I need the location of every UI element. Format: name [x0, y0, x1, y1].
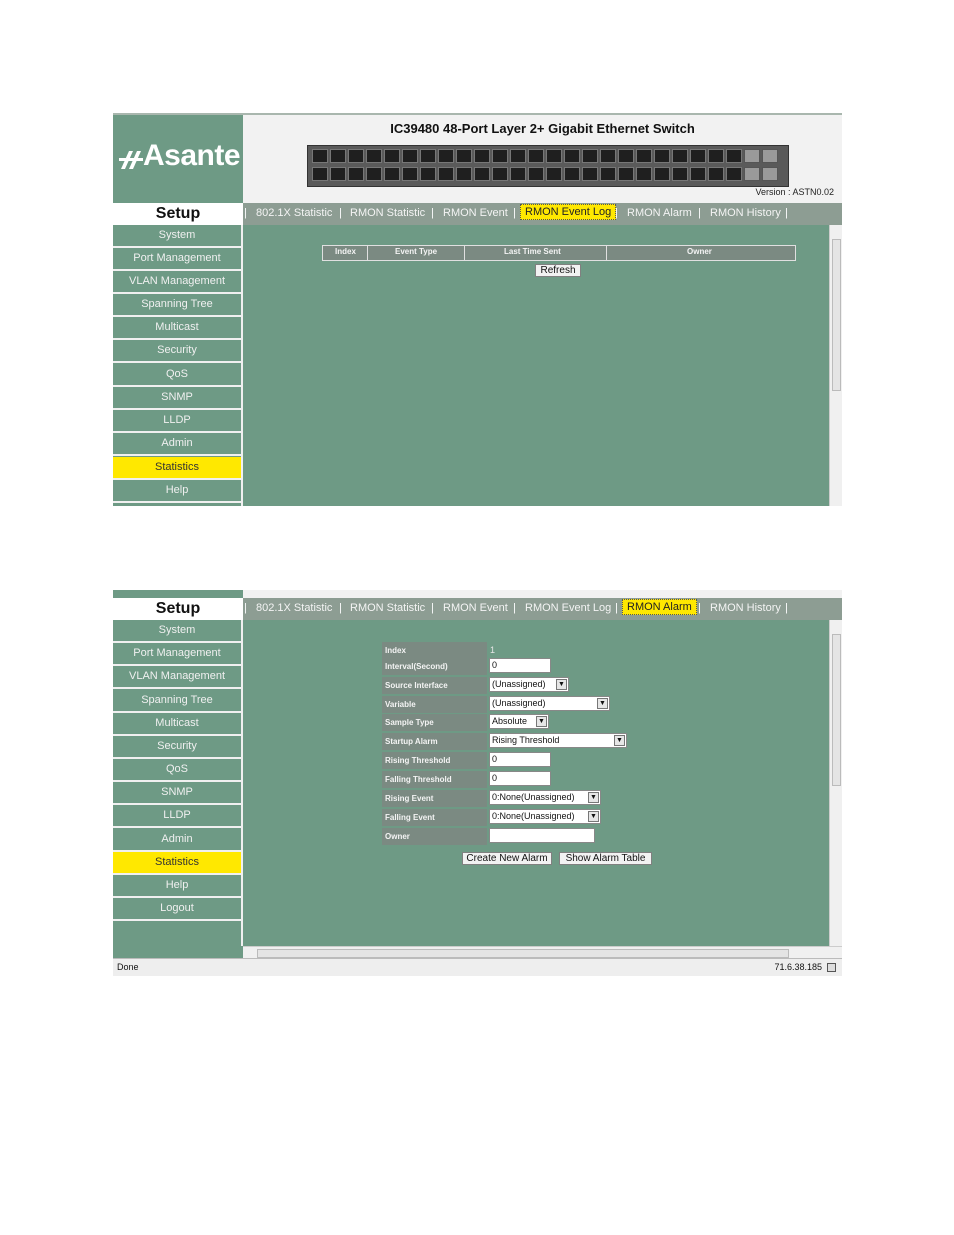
- tab-rmon-event[interactable]: RMON Event: [443, 602, 508, 614]
- sidebar-item-admin[interactable]: Admin: [113, 829, 241, 852]
- ethernet-port-icon[interactable]: [510, 149, 526, 163]
- vertical-scrollbar[interactable]: [829, 225, 842, 506]
- variable-label: Variable: [382, 696, 487, 713]
- show-alarm-table-button[interactable]: Show Alarm Table: [559, 852, 652, 865]
- startup-alarm-value: Rising Threshold: [492, 735, 560, 745]
- ethernet-port-icon[interactable]: [474, 149, 490, 163]
- status-text: Done: [117, 962, 139, 972]
- sidebar-item-vlan-management[interactable]: VLAN Management: [113, 666, 241, 689]
- owner-input[interactable]: [489, 828, 595, 843]
- sample-type-label: Sample Type: [382, 714, 487, 731]
- sfp-port-icon[interactable]: [744, 167, 760, 181]
- tab-separator: |: [244, 602, 247, 614]
- ethernet-port-icon[interactable]: [546, 149, 562, 163]
- sidebar-item-port-management[interactable]: Port Management: [113, 643, 241, 666]
- browser-status-bar: [113, 958, 842, 976]
- chevron-down-icon[interactable]: ▼: [588, 811, 599, 822]
- ethernet-port-icon[interactable]: [618, 149, 634, 163]
- rising-event-label: Rising Event: [382, 790, 487, 807]
- ethernet-port-icon[interactable]: [672, 167, 688, 181]
- sidebar-item-security[interactable]: Security: [113, 340, 241, 363]
- ethernet-port-icon[interactable]: [726, 167, 742, 181]
- sidebar-item-spanning-tree[interactable]: Spanning Tree: [113, 294, 241, 317]
- create-new-alarm-button[interactable]: Create New Alarm: [462, 852, 552, 865]
- ethernet-port-icon[interactable]: [672, 149, 688, 163]
- sidebar-item-help[interactable]: Help: [113, 480, 241, 503]
- tab-separator: |: [339, 207, 342, 219]
- ethernet-port-icon[interactable]: [708, 149, 724, 163]
- tab-8021x-statistic[interactable]: 802.1X Statistic: [256, 207, 333, 219]
- col-event-type: Event Type: [395, 247, 438, 256]
- tab-separator: |: [339, 602, 342, 614]
- tab-separator: |: [431, 207, 434, 219]
- ethernet-port-icon[interactable]: [690, 149, 706, 163]
- index-label: Index: [382, 642, 487, 659]
- firmware-version: Version : ASTN0.02: [755, 187, 834, 197]
- falling-event-value: 0:None(Unassigned): [492, 811, 575, 821]
- sidebar-item-qos[interactable]: QoS: [113, 759, 241, 782]
- event-log-table-header: [322, 245, 796, 261]
- port-row-bottom: [312, 167, 784, 183]
- tab-separator: |: [513, 207, 516, 219]
- sfp-port-icon[interactable]: [762, 149, 778, 163]
- rising-threshold-label: Rising Threshold: [382, 752, 487, 769]
- tab-separator: |: [698, 602, 701, 614]
- lock-icon: [827, 963, 836, 972]
- falling-event-label: Falling Event: [382, 809, 487, 826]
- tab-bar: [243, 598, 842, 620]
- ethernet-port-icon[interactable]: [636, 167, 652, 181]
- ethernet-port-icon[interactable]: [384, 167, 400, 181]
- tab-separator: |: [698, 207, 701, 219]
- sidebar-item-vlan-management[interactable]: VLAN Management: [113, 271, 241, 294]
- tab-rmon-alarm[interactable]: RMON Alarm: [627, 207, 692, 219]
- setup-heading: Setup: [113, 203, 243, 225]
- ethernet-port-icon[interactable]: [726, 149, 742, 163]
- sidebar-item-qos[interactable]: QoS: [113, 364, 241, 387]
- sidebar-item-spanning-tree[interactable]: Spanning Tree: [113, 690, 241, 713]
- sidebar-item-snmp[interactable]: SNMP: [113, 782, 241, 805]
- tab-separator: |: [244, 207, 247, 219]
- header-strip: [243, 590, 842, 598]
- ethernet-port-icon[interactable]: [564, 149, 580, 163]
- source-interface-value: (Unassigned): [492, 679, 546, 689]
- chevron-down-icon[interactable]: ▼: [556, 679, 567, 690]
- sidebar-item-statistics[interactable]: Statistics: [113, 852, 241, 875]
- tab-8021x-statistic[interactable]: 802.1X Statistic: [256, 602, 333, 614]
- ethernet-port-icon[interactable]: [492, 149, 508, 163]
- ethernet-port-icon[interactable]: [420, 167, 436, 181]
- asante-logo-icon: [119, 149, 143, 171]
- ethernet-port-icon[interactable]: [348, 149, 364, 163]
- ethernet-port-icon[interactable]: [312, 149, 328, 163]
- col-owner: Owner: [687, 247, 712, 256]
- falling-threshold-label: Falling Threshold: [382, 771, 487, 788]
- source-interface-label: Source Interface: [382, 677, 487, 694]
- sidebar-item-help[interactable]: Help: [113, 875, 241, 898]
- ethernet-port-icon[interactable]: [474, 167, 490, 181]
- ethernet-port-icon[interactable]: [528, 149, 544, 163]
- chevron-down-icon[interactable]: ▼: [588, 792, 599, 803]
- sidebar-item-multicast[interactable]: Multicast: [113, 713, 241, 736]
- col-last-time-sent: Last Time Sent: [504, 247, 561, 256]
- ethernet-port-icon[interactable]: [492, 167, 508, 181]
- variable-value: (Unassigned): [492, 698, 546, 708]
- ethernet-port-icon[interactable]: [402, 167, 418, 181]
- ethernet-port-icon[interactable]: [366, 167, 382, 181]
- ethernet-port-icon[interactable]: [654, 167, 670, 181]
- sidebar-item-system[interactable]: System: [113, 620, 241, 643]
- sidebar-item-lldp[interactable]: LLDP: [113, 410, 241, 433]
- tab-rmon-alarm[interactable]: RMON Alarm: [622, 599, 697, 615]
- falling-event-select[interactable]: [489, 809, 601, 824]
- ethernet-port-icon[interactable]: [582, 149, 598, 163]
- variable-select[interactable]: [489, 696, 610, 711]
- asante-logo: [113, 115, 243, 203]
- tab-rmon-history[interactable]: RMON History: [710, 207, 781, 219]
- tab-rmon-event-log[interactable]: RMON Event Log: [520, 204, 616, 220]
- ethernet-port-icon[interactable]: [420, 149, 436, 163]
- ethernet-port-icon[interactable]: [618, 167, 634, 181]
- ethernet-port-icon[interactable]: [564, 167, 580, 181]
- owner-label: Owner: [382, 828, 487, 845]
- sidebar-edge: [241, 225, 243, 506]
- logo-text: Asante: [143, 139, 241, 172]
- sidebar-item-logout[interactable]: Logout: [113, 898, 241, 921]
- ethernet-port-icon[interactable]: [438, 149, 454, 163]
- screenshot-rmon-event-log: [113, 113, 842, 506]
- interval-input[interactable]: 0: [489, 658, 551, 673]
- sfp-port-icon[interactable]: [762, 167, 778, 181]
- port-row-top: [312, 149, 784, 165]
- tab-separator: |: [785, 602, 788, 614]
- ethernet-port-icon[interactable]: [402, 149, 418, 163]
- chevron-down-icon[interactable]: ▼: [614, 735, 625, 746]
- tab-rmon-event[interactable]: RMON Event: [443, 207, 508, 219]
- rising-event-select[interactable]: [489, 790, 601, 805]
- tab-bar: [243, 203, 842, 225]
- sfp-port-icon[interactable]: [744, 149, 760, 163]
- header-bar: [113, 113, 842, 203]
- index-value: 1: [490, 645, 496, 655]
- screenshot-rmon-alarm: [113, 590, 842, 976]
- sidebar-item-admin[interactable]: Admin: [113, 433, 241, 456]
- col-divider: [367, 246, 368, 260]
- ethernet-port-icon[interactable]: [708, 167, 724, 181]
- ethernet-port-icon[interactable]: [600, 167, 616, 181]
- sidebar-item-snmp[interactable]: SNMP: [113, 387, 241, 410]
- tab-separator: |: [513, 602, 516, 614]
- tab-separator: |: [431, 602, 434, 614]
- sample-type-value: Absolute: [492, 716, 528, 726]
- startup-alarm-label: Startup Alarm: [382, 733, 487, 750]
- col-divider: [606, 246, 607, 260]
- ethernet-port-icon[interactable]: [582, 167, 598, 181]
- startup-alarm-select[interactable]: [489, 733, 627, 748]
- source-interface-select[interactable]: [489, 677, 569, 692]
- refresh-button[interactable]: Refresh: [535, 264, 581, 277]
- setup-heading: Setup: [113, 598, 243, 620]
- tab-separator: |: [785, 207, 788, 219]
- rising-threshold-input[interactable]: 0: [489, 752, 551, 767]
- ethernet-port-icon[interactable]: [366, 149, 382, 163]
- ethernet-port-icon[interactable]: [330, 167, 346, 181]
- ethernet-port-icon[interactable]: [348, 167, 364, 181]
- ethernet-port-icon[interactable]: [528, 167, 544, 181]
- ethernet-port-icon[interactable]: [438, 167, 454, 181]
- ethernet-port-icon[interactable]: [546, 167, 562, 181]
- switch-front-panel: [307, 145, 789, 187]
- chevron-down-icon[interactable]: ▼: [536, 716, 547, 727]
- ethernet-port-icon[interactable]: [456, 167, 472, 181]
- sidebar-item-lldp[interactable]: LLDP: [113, 805, 241, 828]
- sample-type-select[interactable]: [489, 714, 549, 729]
- tab-rmon-event-log[interactable]: RMON Event Log: [525, 602, 612, 614]
- col-index: Index: [335, 247, 356, 256]
- rising-event-value: 0:None(Unassigned): [492, 792, 575, 802]
- ethernet-port-icon[interactable]: [654, 149, 670, 163]
- device-title: IC39480 48-Port Layer 2+ Gigabit Ethernet Switch: [390, 121, 695, 136]
- scrollbar-thumb[interactable]: [257, 949, 789, 958]
- tab-rmon-history[interactable]: RMON History: [710, 602, 781, 614]
- ethernet-port-icon[interactable]: [456, 149, 472, 163]
- sidebar-item-statistics[interactable]: Statistics: [113, 457, 241, 480]
- vertical-scrollbar[interactable]: [829, 620, 842, 946]
- ethernet-port-icon[interactable]: [312, 167, 328, 181]
- falling-threshold-input[interactable]: 0: [489, 771, 551, 786]
- ethernet-port-icon[interactable]: [330, 149, 346, 163]
- ethernet-port-icon[interactable]: [384, 149, 400, 163]
- sidebar-item-security[interactable]: Security: [113, 736, 241, 759]
- ethernet-port-icon[interactable]: [510, 167, 526, 181]
- scrollbar-thumb[interactable]: [832, 634, 841, 786]
- chevron-down-icon[interactable]: ▼: [597, 698, 608, 709]
- sidebar-item-system[interactable]: System: [113, 225, 241, 248]
- scrollbar-thumb[interactable]: [832, 239, 841, 391]
- ethernet-port-icon[interactable]: [636, 149, 652, 163]
- tab-rmon-statistic[interactable]: RMON Statistic: [350, 207, 426, 219]
- sidebar-edge: [241, 620, 243, 946]
- ethernet-port-icon[interactable]: [690, 167, 706, 181]
- sidebar-item-multicast[interactable]: Multicast: [113, 317, 241, 340]
- status-ip-address: 71.6.38.185: [774, 962, 822, 972]
- tab-separator: |: [615, 602, 618, 614]
- col-divider: [464, 246, 465, 260]
- sidebar-item-port-management[interactable]: Port Management: [113, 248, 241, 271]
- ethernet-port-icon[interactable]: [600, 149, 616, 163]
- interval-label: Interval(Second): [382, 658, 487, 675]
- tab-separator: |: [615, 207, 618, 219]
- tab-rmon-statistic[interactable]: RMON Statistic: [350, 602, 426, 614]
